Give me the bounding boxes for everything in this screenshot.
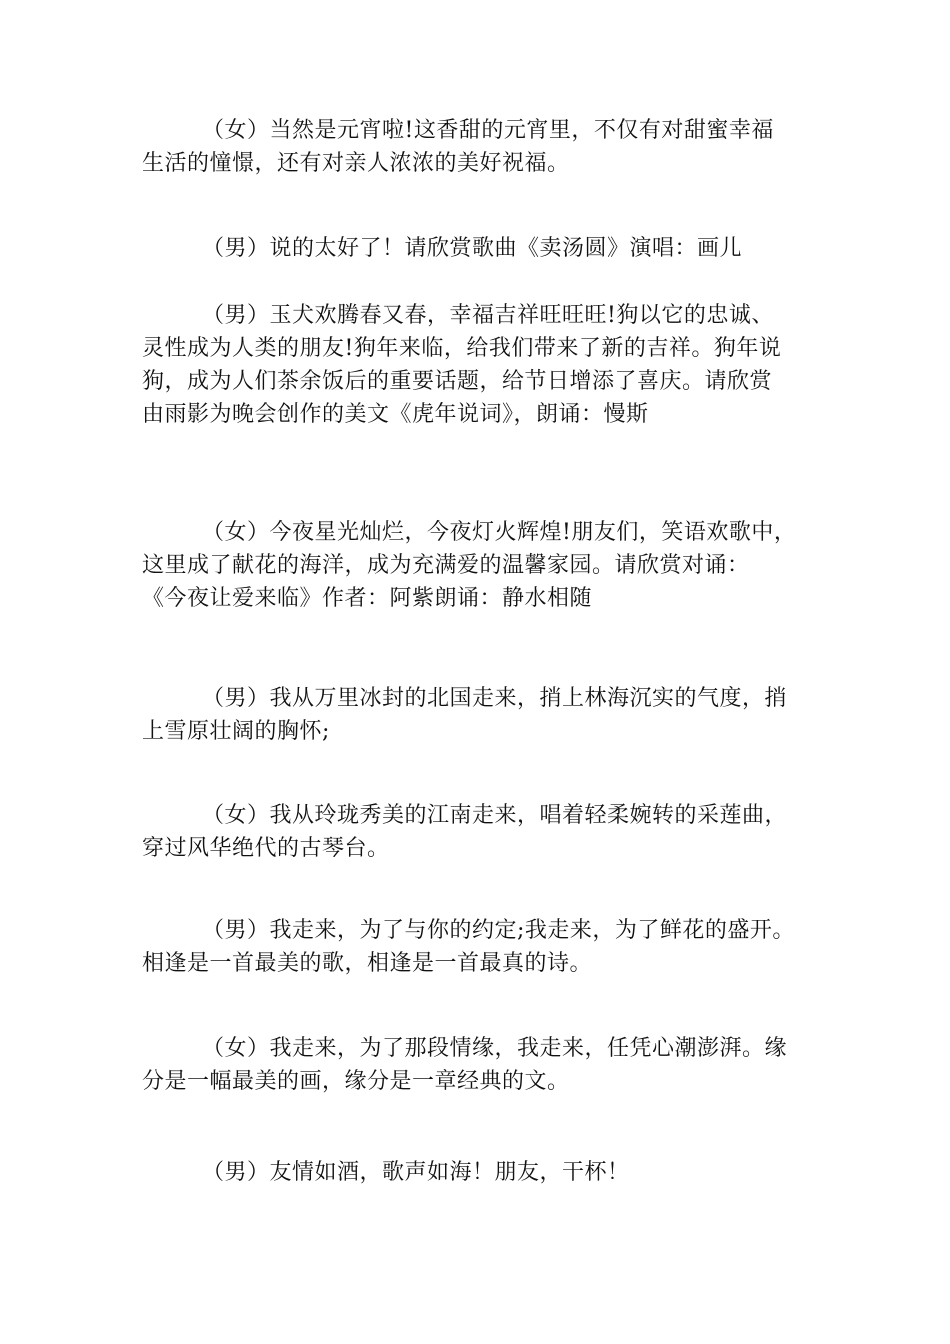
text-line: 分是一幅最美的画，缘分是一章经典的文。 xyxy=(142,1069,570,1094)
text-line: （男）玉犬欢腾春又春，幸福吉祥旺旺旺!狗以它的忠诚、 xyxy=(202,303,774,328)
paragraph xyxy=(142,232,812,265)
paragraph xyxy=(142,1156,812,1189)
paragraph xyxy=(142,682,812,748)
paragraph xyxy=(142,516,812,615)
text-line: 相逢是一首最美的歌，相逢是一首最真的诗。 xyxy=(142,951,593,976)
paragraph xyxy=(142,299,812,431)
paragraph xyxy=(142,914,812,980)
text-line: 这里成了献花的海洋，成为充满爱的温馨家园。请欣赏对诵： xyxy=(142,553,750,578)
text-line: 灵性成为人类的朋友!狗年来临，给我们带来了新的吉祥。狗年说 xyxy=(142,336,782,361)
text-line: 上雪原壮阔的胸怀; xyxy=(142,719,330,744)
text-line: 由雨影为晚会创作的美文《虎年说词》，朗诵：慢斯 xyxy=(142,402,649,427)
text-line: （女）我走来，为了那段情缘，我走来，任凭心潮澎湃。缘 xyxy=(202,1036,788,1061)
text-line: 穿过风华绝代的古琴台。 xyxy=(142,836,390,861)
text-line: （男）我走来，为了与你的约定;我走来，为了鲜花的盛开。 xyxy=(202,918,795,943)
text-line: （男）友情如酒，歌声如海！朋友，干杯！ xyxy=(202,1160,630,1185)
paragraph xyxy=(142,1032,812,1098)
text-line: 《今夜让爱来临》作者：阿紫朗诵：静水相随 xyxy=(142,586,593,611)
paragraph xyxy=(142,114,812,180)
text-line: 生活的憧憬，还有对亲人浓浓的美好祝福。 xyxy=(142,151,570,176)
text-line: （女）今夜星光灿烂，今夜灯火辉煌!朋友们，笑语欢歌中， xyxy=(202,520,797,545)
text-line: （女）我从玲珑秀美的江南走来，唱着轻柔婉转的采莲曲， xyxy=(202,803,788,828)
text-line: （女）当然是元宵啦!这香甜的元宵里，不仅有对甜蜜幸福 xyxy=(202,118,774,143)
paragraph xyxy=(142,799,812,865)
text-line: （男）我从万里冰封的北国走来，捎上林海沉实的气度，捎 xyxy=(202,686,788,711)
text-line: 狗，成为人们茶余饭后的重要话题，给节日增添了喜庆。请欣赏 xyxy=(142,369,773,394)
text-line: （男）说的太好了！请欣赏歌曲《卖汤圆》演唱：画儿 xyxy=(202,236,743,261)
